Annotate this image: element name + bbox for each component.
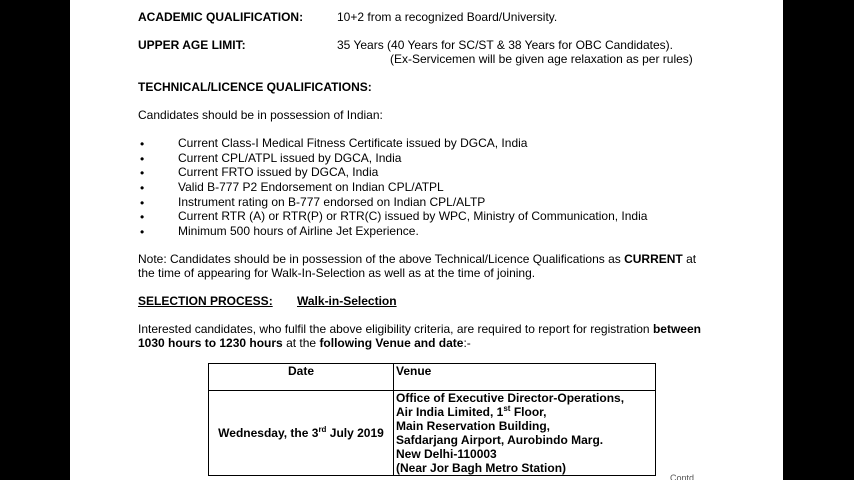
venue-header: Venue bbox=[394, 364, 656, 391]
academic-value: 10+2 from a recognized Board/University. bbox=[337, 10, 558, 24]
age-line2: (Ex-Servicemen will be given age relaxation as per rules) bbox=[390, 52, 693, 66]
list-item: Minimum 500 hours of Airline Jet Experience. bbox=[178, 224, 419, 238]
table-header-row bbox=[209, 364, 656, 391]
academic-label: ACADEMIC QUALIFICATION: bbox=[138, 10, 304, 24]
list-item: Current Class-I Medical Fitness Certificate issued by DGCA, India bbox=[178, 136, 528, 150]
interested-venue-date: following Venue and date bbox=[319, 336, 464, 350]
venue-superscript: st bbox=[503, 404, 511, 413]
bullet-icon: • bbox=[140, 210, 145, 224]
venue-line: Safdarjang Airport, Aurobindo Marg. bbox=[396, 433, 604, 447]
continued-note: Contd... bbox=[670, 473, 702, 480]
bullet-icon: • bbox=[140, 225, 145, 239]
note-line1 bbox=[138, 252, 696, 266]
age-line1: 35 Years (40 Years for SC/ST & 38 Years for OBC Candidates). bbox=[337, 38, 673, 52]
date-superscript: rd bbox=[318, 425, 327, 434]
interested-between: between bbox=[652, 322, 701, 336]
list-item: Current RTR (A) or RTR(P) or RTR(C) issued by WPC, Ministry of Communication, India bbox=[178, 209, 648, 223]
date-cell bbox=[209, 391, 394, 476]
bullet-icon: • bbox=[140, 152, 145, 166]
date-text: Wednesday, the 3 bbox=[218, 426, 319, 440]
age-label: UPPER AGE LIMIT: bbox=[138, 38, 246, 52]
technical-heading: TECHNICAL/LICENCE QUALIFICATIONS: bbox=[138, 80, 372, 94]
interested-line2 bbox=[138, 336, 471, 350]
date-header: Date bbox=[209, 364, 394, 391]
venue-line: New Delhi-110003 bbox=[396, 447, 497, 461]
venue-cell bbox=[394, 391, 656, 476]
venue-line: Main Reservation Building, bbox=[396, 419, 551, 433]
bullet-icon: • bbox=[140, 181, 145, 195]
interested-text-3: :- bbox=[463, 336, 471, 350]
venue-line: Office of Executive Director-Operations, bbox=[396, 391, 625, 405]
bullet-icon: • bbox=[140, 196, 145, 210]
venue-line: (Near Jor Bagh Metro Station) bbox=[396, 461, 567, 475]
note-current: CURRENT bbox=[624, 252, 683, 266]
interested-text: Interested candidates, who fulfil the above eligibility criteria, are required to report for registration bbox=[138, 322, 653, 336]
venue-floor: Floor, bbox=[510, 405, 547, 419]
note-line2: the time of appearing for Walk-In-Selection as well as at the time of joining. bbox=[138, 266, 536, 280]
bullet-icon: • bbox=[140, 166, 145, 180]
date-month-year: July 2019 bbox=[326, 426, 384, 440]
venue-line bbox=[396, 405, 653, 419]
list-item: Current CPL/ATPL issued by DGCA, India bbox=[178, 151, 402, 165]
technical-intro: Candidates should be in possession of Indian: bbox=[138, 108, 383, 122]
list-item: Instrument rating on B-777 endorsed on Indian CPL/ALTP bbox=[178, 195, 486, 209]
note-text-end: at bbox=[682, 252, 697, 266]
venue-table bbox=[208, 363, 656, 476]
interested-hours: 1030 hours to 1230 hours bbox=[138, 336, 283, 350]
list-item: Current FRTO issued by DGCA, India bbox=[178, 165, 379, 179]
interested-line1 bbox=[138, 322, 701, 336]
note-text: Note: Candidates should be in possession of the above Technical/Licence Qualifications as bbox=[138, 252, 625, 266]
list-item: Valid B-777 P2 Endorsement on Indian CPL/ATPL bbox=[178, 180, 444, 194]
venue-text: Air India Limited, 1 bbox=[396, 405, 504, 419]
bullet-icon: • bbox=[140, 137, 145, 151]
selection-label: SELECTION PROCESS: bbox=[138, 294, 273, 308]
document-page bbox=[70, 0, 783, 480]
interested-text-2: at the bbox=[282, 336, 320, 350]
table-row bbox=[209, 391, 656, 476]
selection-value: Walk-in-Selection bbox=[297, 294, 397, 308]
